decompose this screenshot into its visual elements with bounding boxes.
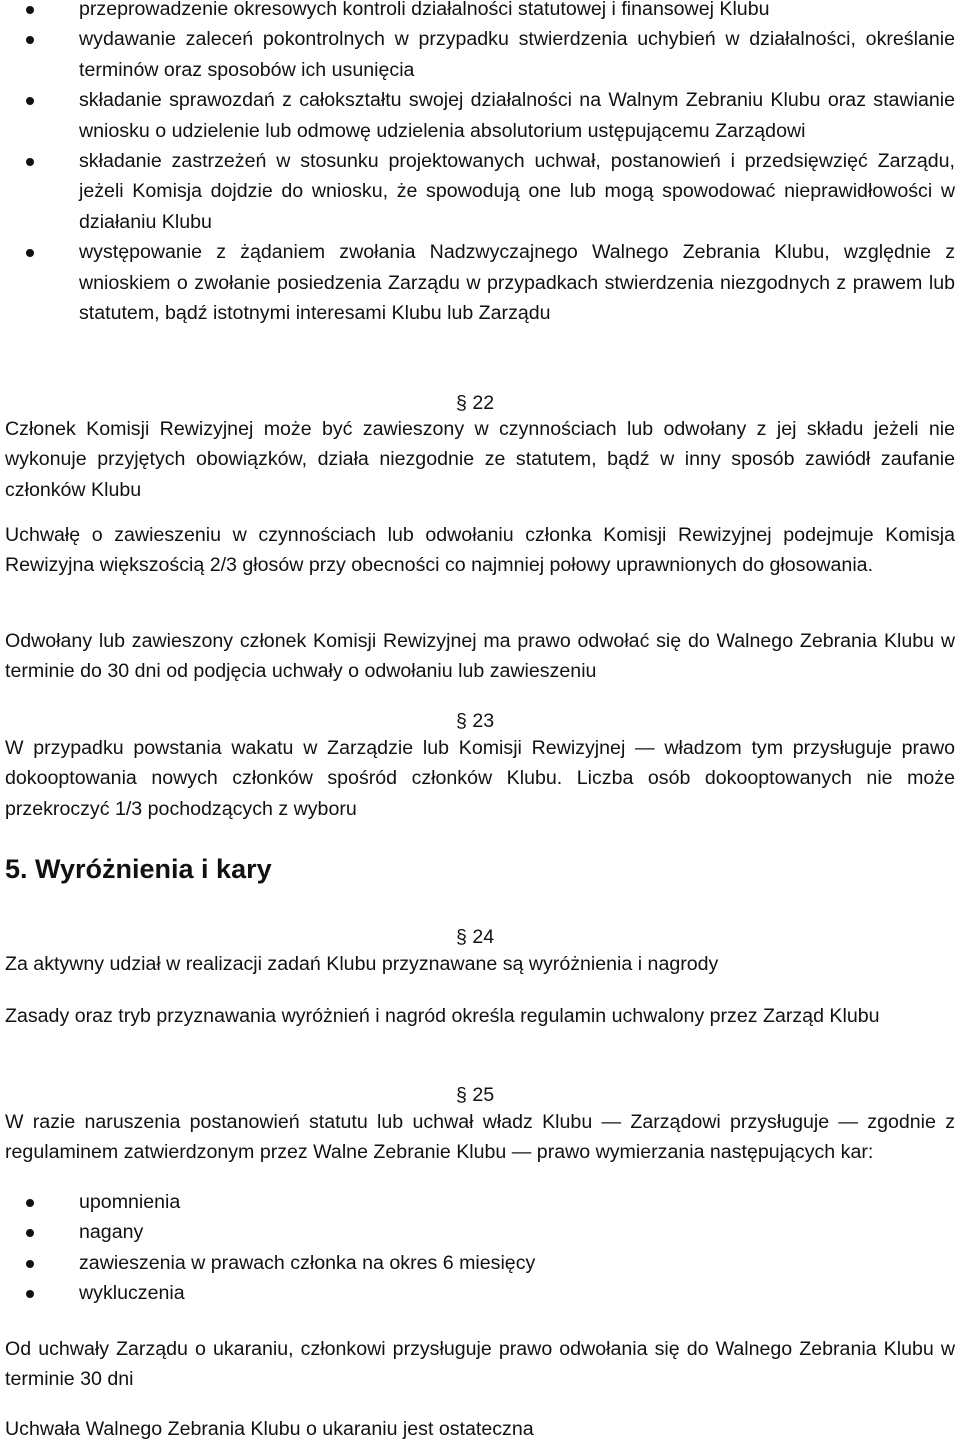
list-item	[0, 1248, 955, 1278]
list-item-text: wykluczenia	[79, 1282, 185, 1305]
list-item-text: wydawanie zaleceń pokontrolnych w przypadku stwierdzenia uchybień w działalności, określanie terminów oraz sposobów ich usunięcia	[79, 28, 955, 81]
paragraph-22-text-1: Członek Komisji Rewizyjnej może być zawieszony w czynnościach lub odwołany z jej składu jeżeli nie wykonuje przyjętych obowiązków, działa niezgodnie ze statutem, bądź w inny sposób zawiódł zaufanie członków Klubu	[5, 418, 955, 501]
list-item	[0, 85, 955, 146]
list-item	[0, 237, 955, 328]
paragraph-24-text-2: Zasady oraz tryb przyznawania wyróżnień i nagród określa regulamin uchwalony przez Zarząd Klubu	[5, 1005, 880, 1027]
paragraph-number-24: § 24	[456, 926, 495, 948]
list-item-text: składanie zastrzeżeń w stosunku projektowanych uchwał, postanowień i przedsięwzięć Zarządu, jeżeli Komisja dojdzie do wniosku, że spowodują one lub mogą spowodować nieprawidłowości w działaniu Klubu	[79, 150, 955, 233]
commission-duties-list	[0, 0, 955, 328]
bullet-icon	[26, 1260, 34, 1268]
list-item-text: upomnienia	[79, 1191, 181, 1213]
paragraph-number-22: § 22	[456, 392, 495, 414]
list-item-text: składanie sprawozdań z całokształtu swojej działalności na Walnym Zebraniu Klubu oraz stawianie wniosku o udzielenie lub odmowę udzielenia absolutorium ustępującemu Zarządowi	[79, 89, 955, 142]
list-item	[0, 1187, 955, 1217]
paragraph-25-text-1: W razie naruszenia postanowień statutu lub uchwał władz Klubu — Zarządowi przysługuje — zgodnie z regulaminem zatwierdzonym przez Walne Zebranie Klubu — prawo wymierzania następujących kar:	[5, 1111, 955, 1164]
list-item	[0, 24, 955, 85]
list-item	[0, 1278, 955, 1308]
bullet-icon	[26, 97, 34, 105]
paragraph-25-text-2: Od uchwały Zarządu o ukaraniu, członkowi przysługuje prawo odwołania się do Walnego Zebrania Klubu w terminie 30 dni	[5, 1338, 955, 1391]
paragraph-24-text-1: Za aktywny udział w realizacji zadań Klubu przyznawane są wyróżnienia i nagrody	[5, 953, 719, 975]
paragraph-23-text-1: W przypadku powstania wakatu w Zarządzie lub Komisji Rewizyjnej — władzom tym przysługuje prawo dokooptowania nowych członków spośród członków Klubu. Liczba osób dokooptowanych nie może przekroczyć 1/3 pochodzących z wyboru	[5, 737, 955, 820]
bullet-icon	[26, 249, 34, 257]
list-item-text: przeprowadzenie okresowych kontroli działalności statutowej i finansowej Klubu	[79, 0, 770, 20]
bullet-icon	[26, 36, 34, 44]
paragraph-number-23: § 23	[456, 710, 495, 732]
bullet-icon	[26, 6, 34, 14]
list-item	[0, 1217, 955, 1247]
paragraph-22-text-3: Odwołany lub zawieszony członek Komisji Rewizyjnej ma prawo odwołać się do Walnego Zebrania Klubu w terminie do 30 dni od podjęcia uchwały o odwołaniu lub zawieszeniu	[5, 630, 955, 683]
list-item	[0, 0, 955, 24]
list-item-text: nagany	[79, 1221, 144, 1244]
list-item-text: zawieszenia w prawach członka na okres 6 miesięcy	[79, 1251, 536, 1274]
section-title: 5. Wyróżnienia i kary	[5, 854, 272, 884]
penalties-list	[0, 1187, 955, 1309]
paragraph-number-25: § 25	[456, 1084, 495, 1106]
paragraph-25-text-3: Uchwała Walnego Zebrania Klubu o ukaraniu jest ostateczna	[5, 1418, 534, 1440]
bullet-icon	[26, 1229, 34, 1237]
bullet-icon	[26, 158, 34, 166]
paragraph-22-text-2: Uchwałę o zawieszeniu w czynnościach lub odwołaniu członka Komisji Rewizyjnej podejmuje Komisja Rewizyjna większością 2/3 głosów przy obecności co najmniej połowy uprawnionych do głosowania.	[5, 524, 955, 577]
list-item	[0, 146, 955, 237]
bullet-icon	[26, 1290, 34, 1298]
bullet-icon	[26, 1199, 34, 1207]
list-item-text: występowanie z żądaniem zwołania Nadzwyczajnego Walnego Zebrania Klubu, względnie z wnioskiem o zwołanie posiedzenia Zarządu w przypadkach stwierdzenia niezgodnych z prawem lub statutem, bądź istotnymi interesami Klubu lub Zarządu	[79, 241, 955, 325]
